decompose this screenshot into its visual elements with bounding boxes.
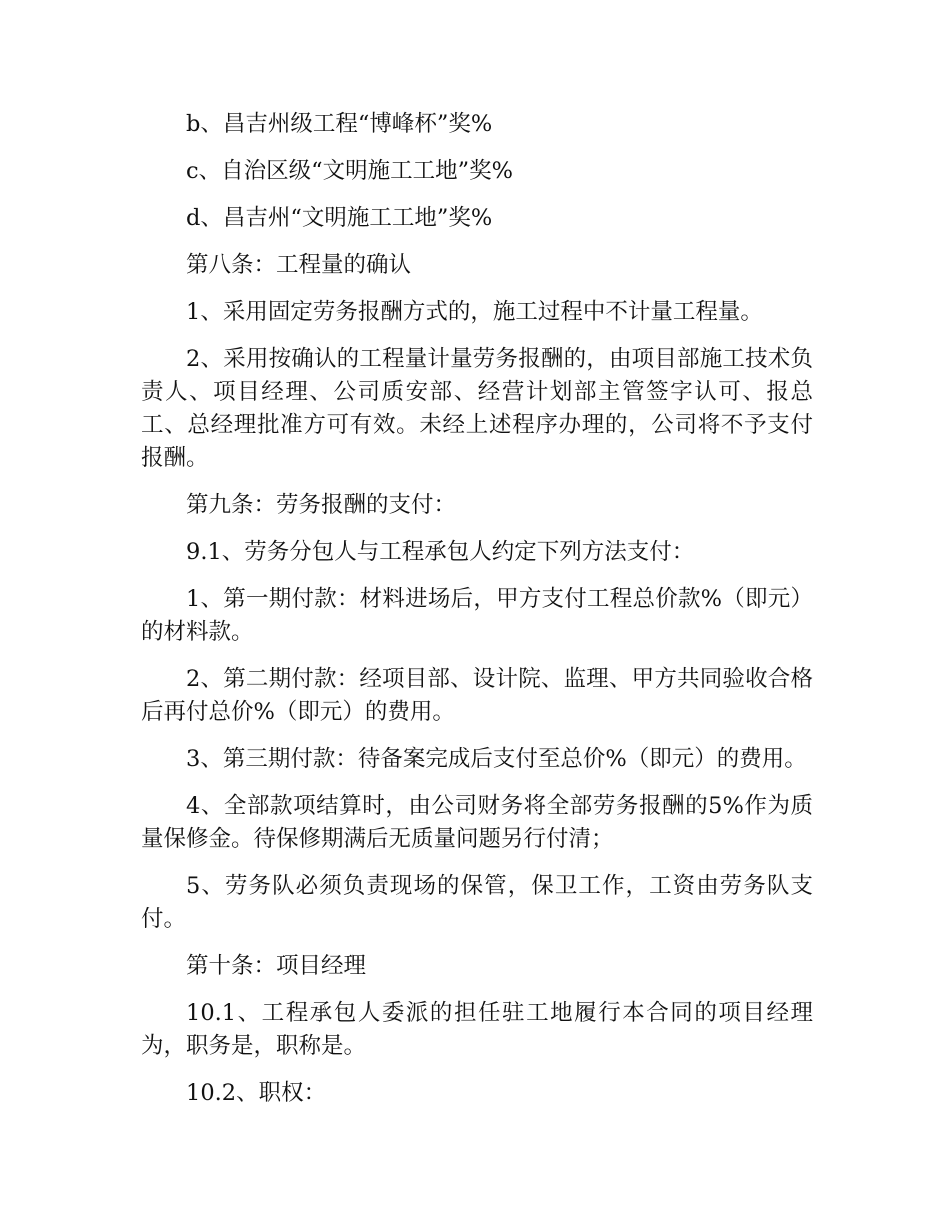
paragraph-payment-5: 5、劳务队必须负责现场的保管，保卫工作，工资由劳务队支付。 <box>141 873 813 932</box>
heading-article-9: 第九条：劳务报酬的支付： <box>186 492 457 518</box>
paragraph-article-8-item-2: 2、采用按确认的工程量计量劳务报酬的，由项目部施工技术负责人、项目经理、公司质安部、经营计划部主管签字认可、报总工、总经理批准方可有效。未经上述程序办理的，公司将不予支付报酬。 <box>141 346 813 471</box>
paragraph-payment-2: 2、第二期付款：经项目部、设计院、监理、甲方共同验收合格后再付总价%（即元）的费用。 <box>141 666 813 725</box>
paragraph-article-8-item-1: 1、采用固定劳务报酬方式的，施工过程中不计量工程量。 <box>186 299 763 325</box>
paragraph-payment-1: 1、第一期付款：材料进场后，甲方支付工程总价款%（即元）的材料款。 <box>141 586 813 645</box>
paragraph-payment-4: 4、全部款项结算时，由公司财务将全部劳务报酬的5%作为质量保修金。待保修期满后无质量问题另行付清； <box>141 793 813 852</box>
heading-article-10: 第十条：项目经理 <box>186 953 367 979</box>
paragraph-award-bofeng: b、昌吉州级工程“博峰杯”奖% <box>186 111 493 137</box>
paragraph-award-autonomous-region: c、自治区级“文明施工工地”奖% <box>186 158 513 184</box>
paragraph-award-changji: d、昌吉州“文明施工工地”奖% <box>186 205 493 231</box>
paragraph-article-10-1: 10.1、工程承包人委派的担任驻工地履行本合同的项目经理为，职务是，职称是。 <box>141 1000 813 1059</box>
paragraph-article-10-2: 10.2、职权： <box>186 1080 327 1106</box>
heading-article-8: 第八条：工程量的确认 <box>186 252 412 278</box>
paragraph-article-9-1: 9.1、劳务分包人与工程承包人约定下列方法支付： <box>186 539 695 565</box>
document-body <box>141 108 813 1124</box>
paragraph-payment-3: 3、第三期付款：待备案完成后支付至总价%（即元）的费用。 <box>186 746 807 772</box>
